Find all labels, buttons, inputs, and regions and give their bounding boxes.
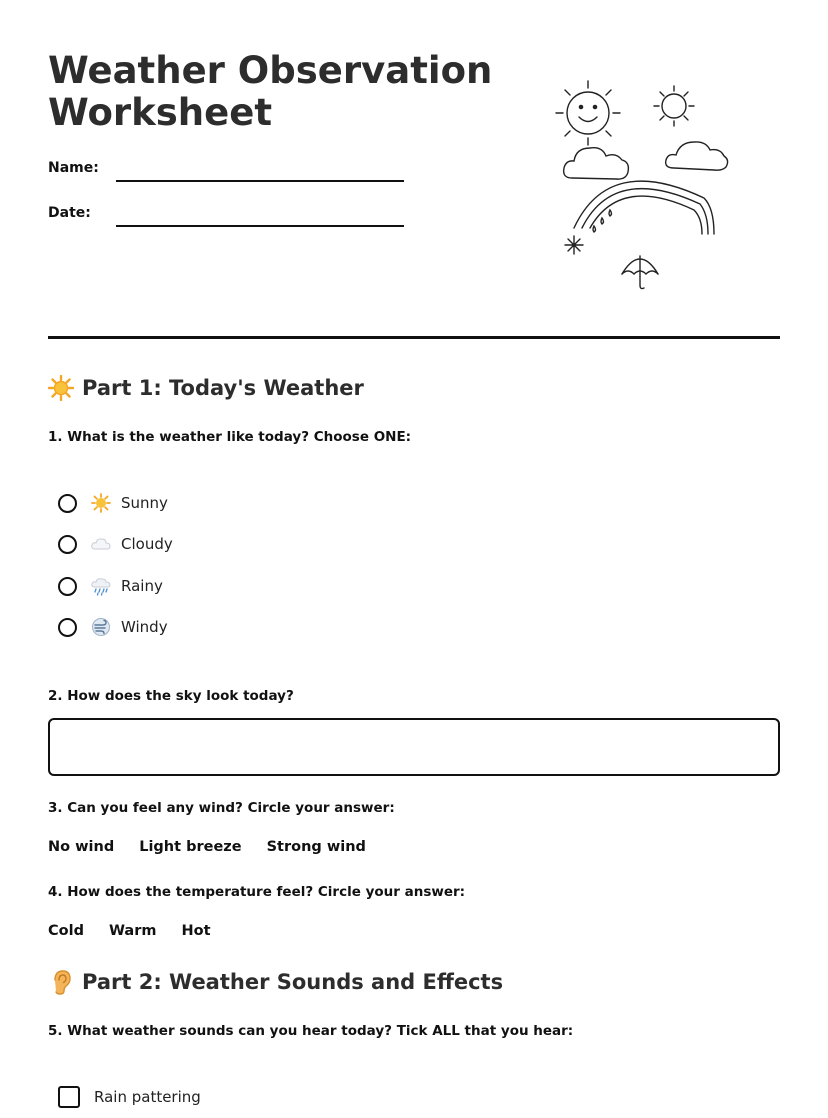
- worksheet-page: [48, 0, 780, 1118]
- radio-rainy[interactable]: [58, 577, 77, 596]
- option-warm[interactable]: Warm: [108, 923, 157, 939]
- option-strong-wind[interactable]: Strong wind: [266, 839, 366, 855]
- section-divider: [48, 336, 780, 339]
- radio-windy[interactable]: [58, 618, 77, 637]
- option-label-sunny: Sunny: [121, 494, 168, 512]
- checkbox-rain-pattering[interactable]: [58, 1086, 80, 1108]
- option-rain-pattering[interactable]: [58, 1085, 201, 1109]
- question-5: 5. What weather sounds can you hear today? Tick ALL that you hear:: [48, 1023, 574, 1039]
- part2-heading-text: Part 2: Weather Sounds and Effects: [82, 970, 504, 994]
- option-rainy[interactable]: [58, 573, 163, 599]
- question-2: 2. How does the sky look today?: [48, 688, 294, 704]
- date-field[interactable]: [48, 205, 408, 229]
- wind-icon: [91, 617, 111, 637]
- option-hot[interactable]: Hot: [181, 923, 211, 939]
- radio-sunny[interactable]: [58, 494, 77, 513]
- sun-icon: [91, 493, 111, 513]
- question-3: 3. Can you feel any wind? Circle your answer:: [48, 800, 395, 816]
- question-1: 1. What is the weather like today? Choose ONE:: [48, 429, 412, 445]
- rain-cloud-icon: [91, 576, 111, 596]
- part2-heading: [48, 968, 503, 996]
- option-no-wind[interactable]: No wind: [48, 839, 115, 855]
- option-label-windy: Windy: [121, 618, 168, 636]
- name-field[interactable]: [48, 160, 408, 184]
- option-label-rain-pattering: Rain pattering: [94, 1088, 201, 1106]
- part1-heading-text: Part 1: Today's Weather: [82, 376, 364, 400]
- option-windy[interactable]: [58, 614, 168, 640]
- ear-icon: [48, 968, 74, 996]
- question-4: 4. How does the temperature feel? Circle your answer:: [48, 884, 466, 900]
- temperature-options: [48, 923, 211, 939]
- weather-illustration: [554, 78, 744, 292]
- name-line[interactable]: [116, 180, 404, 182]
- radio-cloudy[interactable]: [58, 535, 77, 554]
- option-label-rainy: Rainy: [121, 577, 163, 595]
- option-label-cloudy: Cloudy: [121, 535, 173, 553]
- date-label: Date:: [48, 205, 91, 221]
- sky-answer-box[interactable]: [48, 718, 780, 776]
- part1-heading: [48, 375, 364, 401]
- option-light-breeze[interactable]: Light breeze: [139, 839, 242, 855]
- option-sunny[interactable]: [58, 490, 168, 516]
- sun-icon: [48, 375, 74, 401]
- date-line[interactable]: [116, 225, 404, 227]
- option-cloudy[interactable]: [58, 531, 173, 557]
- name-label: Name:: [48, 160, 99, 176]
- page-title: Weather Observation Worksheet: [48, 49, 493, 134]
- cloud-icon: [91, 534, 111, 554]
- option-cold[interactable]: Cold: [48, 923, 84, 939]
- wind-options: [48, 839, 366, 855]
